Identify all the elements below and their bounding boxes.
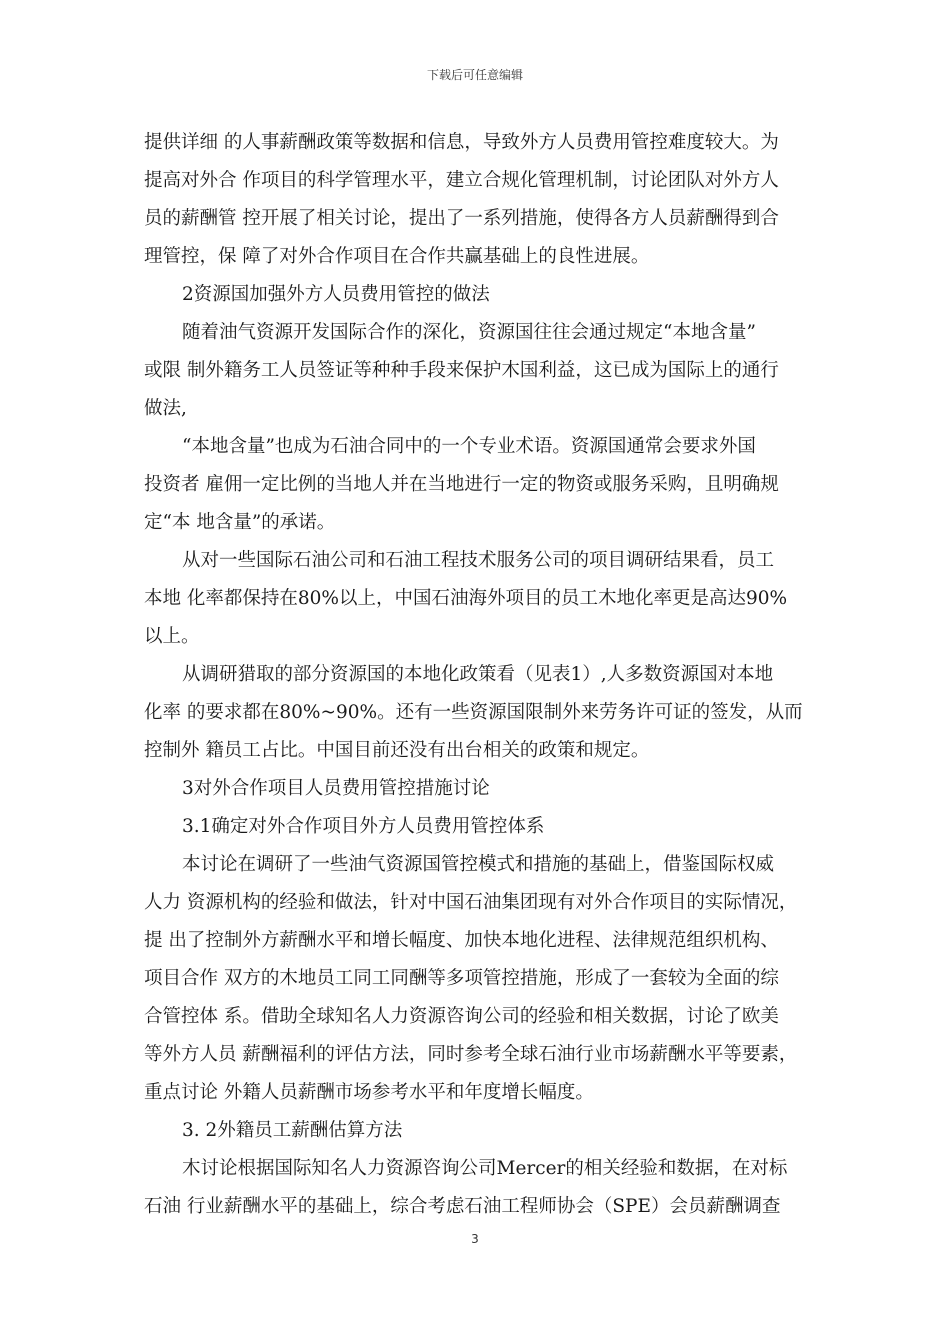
body-line: 以上。 bbox=[144, 626, 200, 647]
body-line: 提供详细 的人事薪酬政策等数据和信息，导致外方人员费用管控难度较大。为 bbox=[144, 132, 779, 153]
body-line: 本地 化率都保持在80%以上，中国石油海外项目的员工木地化率更是高达90% bbox=[144, 588, 788, 609]
body-line: 理管控，保 障了对外合作项目在合作共赢基础上的良性进展。 bbox=[144, 246, 650, 267]
body-line: 控制外 籍员工占比。中国目前还没有出台相关的政策和规定。 bbox=[144, 740, 650, 761]
subsection-heading: 3.1确定对外合作项目外方人员费用管控体系 bbox=[182, 816, 545, 837]
body-line: 投资者 雇佣一定比例的当地人并在当地进行一定的物资或服务采购，且明确规 bbox=[144, 474, 779, 495]
paragraph-start: 从调研猎取的部分资源国的本地化政策看（见表1）,人多数资源国对本地 bbox=[182, 664, 774, 685]
page-header: 下载后可任意编辑 bbox=[426, 68, 523, 82]
body-line: 石油 行业薪酬水平的基础上，综合考虑石油工程师协会（SPE）会员薪酬调查 bbox=[144, 1196, 781, 1217]
body-line: 人力 资源机构的经验和做法，针对中国石油集团现有对外合作项目的实际情况， bbox=[144, 892, 798, 913]
body-line: 等外方人员 薪酬福利的评估方法，同时参考全球石油行业市场薪酬水平等要素， bbox=[144, 1044, 798, 1065]
body-line: 或限 制外籍务工人员签证等种种手段来保护木国利益，这已成为国际上的通行 bbox=[144, 360, 779, 381]
body-line: 定“本 地含量”的承诺。 bbox=[144, 512, 336, 533]
body-line: 化率 的要求都在80%~90%。还有一些资源国限制外来劳务许可证的签发，从而 bbox=[144, 702, 803, 723]
section-heading: 2资源国加强外方人员费用管控的做法 bbox=[182, 284, 490, 305]
body-line: 做法, bbox=[144, 398, 187, 419]
subsection-heading: 3. 2外籍员工薪酬估算方法 bbox=[182, 1120, 403, 1141]
body-line: 重点讨论 外籍人员薪酬市场参考水平和年度增长幅度。 bbox=[144, 1082, 594, 1103]
section-heading: 3对外合作项目人员费用管控措施讨论 bbox=[182, 778, 490, 799]
body-line: 合管控体 系。借助全球知名人力资源咨询公司的经验和相关数据，讨论了欧美 bbox=[144, 1006, 779, 1027]
document-body bbox=[144, 124, 834, 1226]
paragraph-start: 随着油气资源开发国际合作的深化，资源国往往会通过规定“本地含量” bbox=[182, 322, 756, 343]
paragraph-start: 从对一些国际石油公司和石油工程技术服务公司的项目调研结果看，员工 bbox=[182, 550, 775, 571]
page-number: 3 bbox=[471, 1232, 479, 1246]
paragraph-start: “本地含量”也成为石油合同中的一个专业术语。资源国通常会要求外国 bbox=[182, 436, 756, 457]
paragraph-start: 木讨论根据国际知名人力资源咨询公司Mercer的相关经验和数据，在对标 bbox=[182, 1158, 788, 1179]
body-line: 项目合作 双方的木地员工同工同酬等多项管控措施，形成了一套较为全面的综 bbox=[144, 968, 779, 989]
body-line: 提 出了控制外方薪酬水平和增长幅度、加快本地化进程、法律规范组织机构、 bbox=[144, 930, 779, 951]
paragraph-start: 本讨论在调研了一些油气资源国管控模式和措施的基础上，借鉴国际权威 bbox=[182, 854, 775, 875]
body-line: 员的薪酬管 控开展了相关讨论，提出了一系列措施，使得各方人员薪酬得到合 bbox=[144, 208, 779, 229]
body-line: 提高对外合 作项目的科学管理水平，建立合规化管理机制，讨论团队对外方人 bbox=[144, 170, 779, 191]
